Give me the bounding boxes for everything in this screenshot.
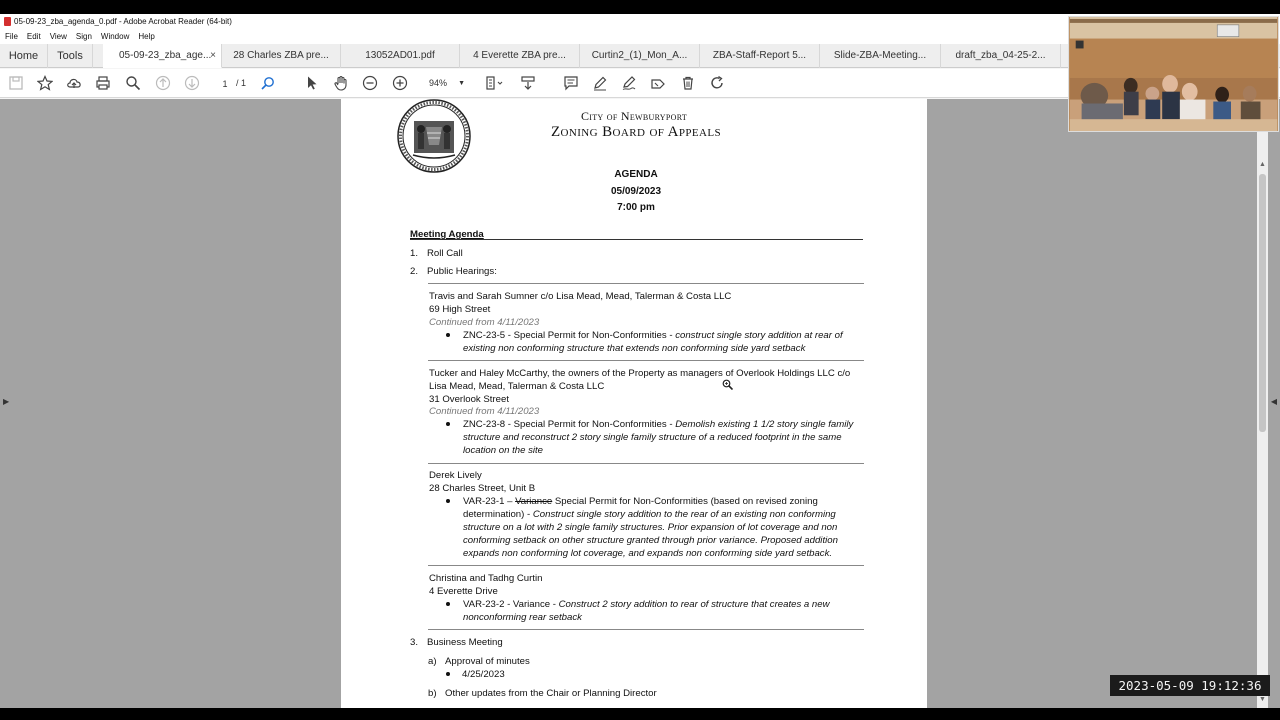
item-number: 1. — [410, 248, 419, 259]
struck-text: Variance — [515, 496, 553, 507]
sub-item-approval-minutes: Approval of minutes — [445, 656, 530, 667]
hearing-case-line — [463, 599, 830, 610]
hearing-description: nonconforming rear setback — [463, 612, 582, 623]
select-cursor-icon[interactable] — [302, 73, 322, 93]
agenda-item-roll-call: Roll Call — [427, 248, 463, 259]
agenda-date: 05/09/2023 — [610, 186, 662, 197]
bullet-icon — [446, 499, 450, 503]
page-fit-icon[interactable] — [482, 73, 508, 93]
hearing-description: Construct 2 story addition to rear of structure that creates a new — [558, 599, 830, 610]
pdf-icon — [4, 17, 11, 26]
agenda-time: 7:00 pm — [617, 202, 655, 213]
menu-sign[interactable]: Sign — [75, 32, 92, 41]
sub-item-other-updates: Other updates from the Chair or Planning Director — [445, 688, 657, 699]
tab-doc-draft[interactable]: draft_zba_04-25-2... — [941, 44, 1061, 68]
hearing-address: 28 Charles Street, Unit B — [429, 483, 536, 494]
right-panel-toggle-icon[interactable]: ◀ — [1270, 397, 1277, 406]
hearing-description: structure and reconstruct 2 story single family structure of a reduced footprint in the same — [463, 432, 842, 443]
bullet-icon — [446, 672, 450, 676]
section-title: Meeting Agenda — [410, 229, 484, 240]
hearing-applicant: Derek Lively — [429, 470, 482, 481]
hearing-continued-note: Continued from 4/11/2023 — [429, 317, 540, 328]
hearing-description: Demolish existing 1 1/2 story single family — [675, 419, 854, 430]
hearing-address: 4 Everette Drive — [429, 586, 498, 597]
hearing-case-line — [463, 496, 818, 507]
scroll-mode-icon[interactable] — [518, 73, 538, 93]
page-number-input[interactable]: 1 — [212, 76, 238, 91]
document-board-name: Zoning Board of Appeals — [550, 124, 722, 140]
upload-cloud-icon[interactable] — [64, 73, 84, 93]
item-number: 2. — [410, 266, 419, 277]
sign-pen-icon[interactable] — [619, 73, 639, 93]
tab-doc-13052ad01[interactable]: 13052AD01.pdf — [341, 44, 460, 68]
print-icon[interactable] — [93, 73, 113, 93]
scroll-down-icon[interactable]: ▼ — [1259, 696, 1266, 703]
section-divider — [410, 239, 863, 240]
hearing-address: 69 High Street — [429, 304, 491, 315]
sub-item-letter: a) — [428, 656, 437, 667]
bullet-icon — [446, 602, 450, 606]
menu-help[interactable]: Help — [138, 32, 155, 41]
agenda-item-public-hearings: Public Hearings: — [427, 266, 497, 277]
hearing-case-line — [463, 509, 836, 520]
close-tab-icon[interactable]: × — [210, 50, 216, 61]
hearing-description: construct single story addition at rear of — [675, 330, 843, 341]
next-page-icon[interactable] — [182, 73, 202, 93]
tab-doc-slide[interactable]: Slide-ZBA-Meeting... — [820, 44, 941, 68]
minutes-date: 4/25/2023 — [462, 669, 505, 680]
hearing-case-id: ZNC-23-5 - Special Permit for Non-Conformities - — [463, 330, 676, 341]
menu-file[interactable]: File — [5, 32, 18, 41]
scrollbar-thumb[interactable] — [1259, 174, 1266, 432]
hearing-description: expands non conforming lot coverage, and expands non conforming side yard setback. — [463, 548, 833, 559]
tab-home[interactable]: Home — [0, 44, 48, 68]
hearing-description: existing non conforming structure that extends non conforming side yard setback — [463, 343, 806, 354]
tab-doc-curtin[interactable]: Curtin2_(1)_Mon_A... — [580, 44, 700, 68]
hearing-description: conforming setback on other structure granted through prior variance. Proposed addition — [463, 535, 838, 546]
document-viewer[interactable] — [0, 99, 1280, 708]
hand-tool-icon[interactable] — [331, 73, 351, 93]
zoom-in-icon[interactable] — [390, 73, 410, 93]
hearing-case-id: VAR-23-1 – — [463, 496, 516, 507]
hearing-divider — [428, 283, 864, 284]
hearing-case-type: Special Permit for Non-Conformities (based on revised zoning — [552, 496, 818, 507]
tab-doc-4-everette[interactable]: 4 Everette ZBA pre... — [460, 44, 580, 68]
hearing-address: 31 Overlook Street — [429, 394, 509, 405]
zoom-level-select[interactable] — [423, 75, 467, 92]
comment-icon[interactable] — [561, 73, 581, 93]
document-city-name: City of Newburyport — [580, 109, 688, 123]
hearing-description: location on the site — [463, 445, 544, 456]
pdf-page — [341, 99, 927, 708]
item-number: 3. — [410, 637, 419, 648]
hearing-case-note: determination) - — [463, 509, 533, 520]
agenda-heading: AGENDA — [614, 169, 658, 180]
hearing-divider — [428, 629, 864, 630]
hearing-case-line — [463, 330, 843, 341]
hearing-divider — [428, 463, 864, 464]
rotate-redo-icon[interactable] — [707, 73, 727, 93]
menu-edit[interactable]: Edit — [26, 32, 41, 41]
webcam-video-feed — [1068, 16, 1279, 132]
vertical-scrollbar[interactable] — [1257, 99, 1268, 708]
bullet-icon — [446, 422, 450, 426]
hearing-applicant: Tucker and Haley McCarthy, the owners of the Property as managers of Overlook Holdings LLC c/o — [429, 368, 851, 379]
previous-page-icon[interactable] — [153, 73, 173, 93]
tab-label: 05-09-23_zba_age... — [119, 50, 212, 61]
hearing-applicant: Lisa Mead, Mead, Talerman & Costa LLC — [429, 381, 605, 392]
hearing-continued-note: Continued from 4/11/2023 — [429, 406, 540, 417]
hearing-case-line — [463, 419, 853, 430]
hearing-description: Construct single story addition to the rear of an existing non conforming — [532, 509, 836, 520]
tab-tools[interactable]: Tools — [48, 44, 93, 68]
menu-view[interactable]: View — [49, 32, 67, 41]
tab-doc-staff-report[interactable]: ZBA-Staff-Report 5... — [700, 44, 820, 68]
hearing-case-id: ZNC-23-8 - Special Permit for Non-Conformities - — [463, 419, 676, 430]
page-count: / 1 — [236, 78, 247, 88]
find-text-icon[interactable] — [258, 73, 278, 93]
chevron-down-icon: ▼ — [458, 80, 465, 87]
hearing-description: structure on a lot with 2 single family structures. Prior expansion of lot coverage and non — [463, 522, 838, 533]
scroll-up-icon[interactable]: ▲ — [1259, 161, 1266, 168]
menu-window[interactable]: Window — [100, 32, 130, 41]
sub-item-letter: b) — [428, 688, 437, 699]
tab-doc-28-charles[interactable]: 28 Charles ZBA pre... — [222, 44, 341, 68]
bullet-icon — [446, 333, 450, 337]
tag-edit-icon[interactable] — [648, 73, 668, 93]
bookmark-star-icon[interactable] — [35, 73, 55, 93]
left-panel-toggle-icon[interactable]: ▶ — [3, 397, 10, 406]
delete-trash-icon[interactable] — [678, 73, 698, 93]
hearing-divider — [428, 360, 864, 361]
magnifier-cursor-icon — [722, 379, 733, 390]
zoom-out-icon[interactable] — [360, 73, 380, 93]
zoom-level-value: 94% — [429, 78, 448, 88]
hearing-divider — [428, 565, 864, 566]
window-title: 05-09-23_zba_agenda_0.pdf - Adobe Acrobat Reader (64-bit) — [14, 17, 232, 26]
hearing-applicant: Christina and Tadhg Curtin — [429, 573, 543, 584]
highlight-pen-icon[interactable] — [590, 73, 610, 93]
agenda-item-business-meeting: Business Meeting — [427, 637, 503, 648]
hearing-applicant: Travis and Sarah Sumner c/o Lisa Mead, Mead, Talerman & Costa LLC — [429, 291, 732, 302]
zoom-search-icon[interactable] — [123, 73, 143, 93]
save-icon[interactable] — [6, 73, 26, 93]
video-timestamp: 2023-05-09 19:12:36 — [1110, 675, 1270, 696]
hearing-case-id: VAR-23-2 - Variance - — [463, 599, 559, 610]
tab-doc-agenda[interactable] — [103, 44, 222, 68]
